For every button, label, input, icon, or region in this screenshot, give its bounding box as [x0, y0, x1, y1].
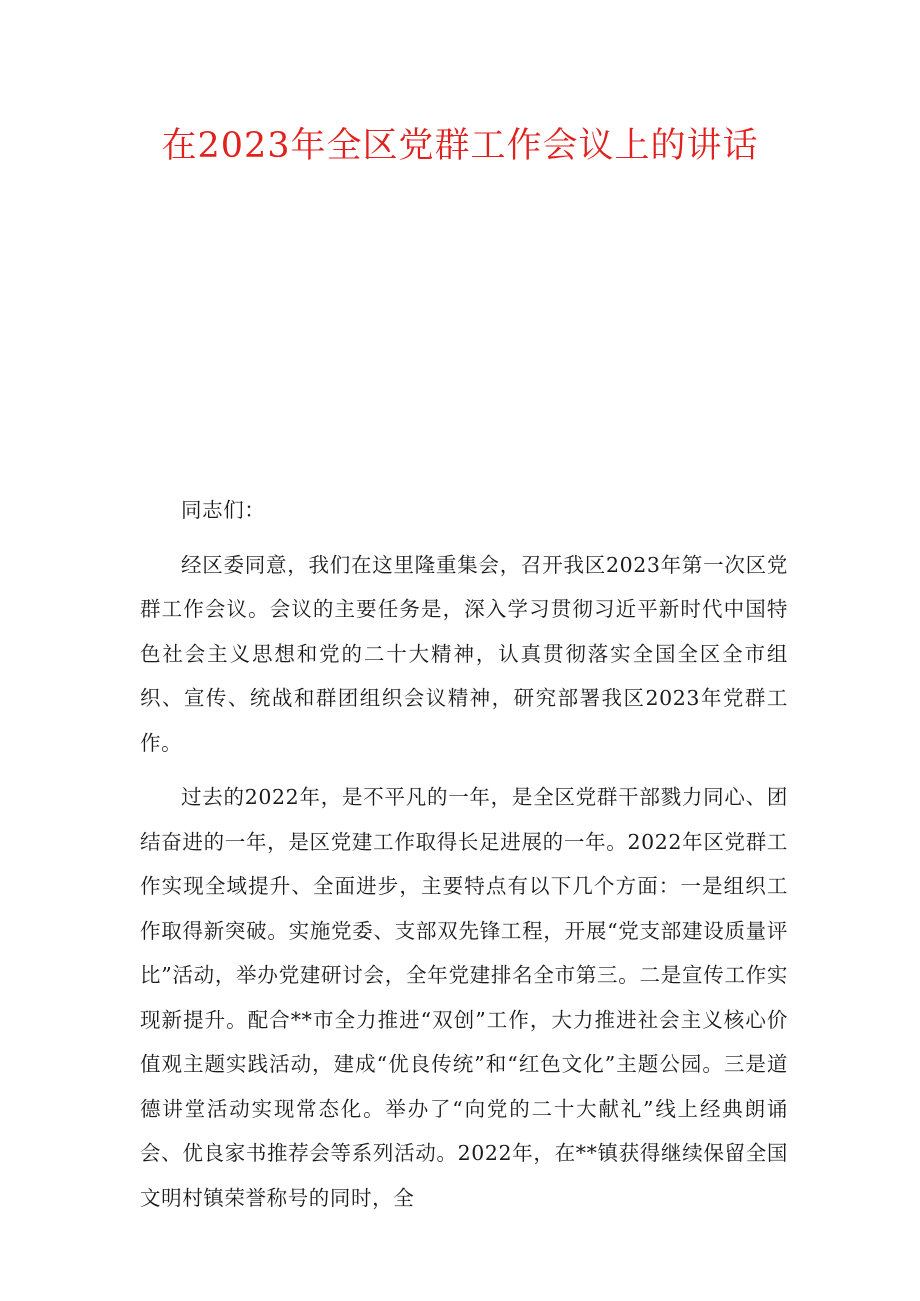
document-title: 在2023年全区党群工作会议上的讲话 — [161, 126, 759, 166]
paragraph-intro: 经区委同意，我们在这里隆重集会，召开我区2023年第一次区党群工作会议。会议的主要任务是，深入学习贯彻习近平新时代中国特色社会主义思想和党的二十大精神，认真贯彻落实全国全区全市组织、宣传、统战和群团组织会议精神，研究部署我区2023年党群工作。 — [140, 552, 788, 755]
salutation: 同志们： — [181, 498, 266, 522]
paragraph-review-2022: 过去的2022年，是不平凡的一年，是全区党群干部戮力同心、团结奋进的一年，是区党建工作取得长足进展的一年。2022年区党群工作实现全域提升、全面进步，主要特点有以下几个方面：一是组织工作取得新突破。实施党委、支部双先锋工程，开展“党支部建设质量评比”活动，举办党建研讨会，全年党建排名全市第三。二是宣传工作实现新提升。配合**市全力推进“双创”工作，大力推进社会主义核心价值观主题实践活动，建成“优良传统”和“红色文化”主题公园。三是道德讲堂活动实现常态化。举办了“向党的二十大献礼”线上经典朗诵会、优良家书推荐会等系列活动。2022年，在**镇获得继续保留全国文明村镇荣誉称号的同时，全 — [140, 785, 788, 1210]
document-body — [140, 488, 788, 1220]
